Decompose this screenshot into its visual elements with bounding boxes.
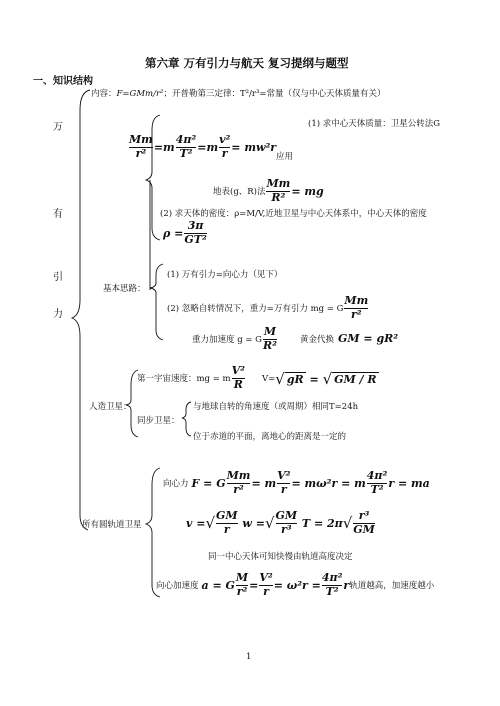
surface-method: 地表(g、R)法 $\frac{Mm}{\text{R²}}$ = mg [213,177,324,204]
mass-label: (1) 求中心天体质量：卫星公转法G [308,119,441,129]
acc-label: 向心加速度 [156,581,199,592]
mass-formula: $\frac{Mm}{\text{r²}}$ = m $\frac{\text{4π²}}{\text{T²}}$ = m $\frac{\text{v²}}{r}$ = mw²r [129,133,277,160]
geo-label: 同步卫星： [137,416,180,426]
first-speed-value: V= √ gR = √ GM / R [262,370,377,388]
golden-label: 黄金代换 [300,334,335,345]
side-char: 万 [53,122,63,133]
basic-point-2: (2) 忽略自转情况下，重力=万有引力 mg = G $\frac{Mm}{\text{r²}}$ [167,294,369,321]
satellite-label: 人造卫星： [89,402,132,412]
apply-label: 应用 [276,152,294,162]
gravity-acceleration-text: 重力加速度 g = G [192,335,262,346]
page-number: 1 [246,652,252,662]
content-line [91,87,385,99]
v-eq: V= [262,374,276,384]
basic-idea-label: 基本思路： [103,284,146,294]
basic-point-2-text: (2) 忽略自转情况下，重力=万有引力 mg = G [167,304,344,315]
side-char: 力 [53,309,63,320]
density-formula: ρ = $\frac{3\pi}{\text{GT²}}$ [163,219,207,246]
first-speed-text: 第一宇宙速度：mg = m [137,374,231,385]
geo-point-1: 与地球自转的角速度（或周期）相同T=24h [193,402,359,412]
orbit-relations: v = √ $\frac{GM}{r}$ w = √ $\frac{GM}{\text{r³}}$ T = 2π √ $\frac{\text{r³}}{GM}$ [186,509,375,536]
geo-point-2: 位于赤道的平面，离地心的距离是一定的 [193,432,347,442]
gravity-formula: F=GMm/r² [116,89,164,99]
first-cosmic-speed: 第一宇宙速度：mg = m $\frac{\text{V²}}{R}$ [137,364,245,391]
gravity-acceleration: 重力加速度 g = G $\frac{M}{\text{R²}}$ [192,325,277,352]
density-label: (2) 求天体的密度：ρ=M/V,近地卫星与中心天体系中，中心天体的密度 [160,209,427,219]
centripetal-force: 向心力 F = G $\frac{Mm}{\text{r²}}$ = m $\frac{\text{V²}}{r}$ = mω²r = m $\frac{\text{4π²}}{\text{T²}}$ r = ma [163,469,430,496]
basic-point-1: (1) 万有引力=向心力（见下） [167,270,283,280]
kepler-law: ；开普勒第三定律：T²/r³=常量（仅与中心天体质量有关） [163,89,386,99]
surface-label: 地表(g、R)法 [213,187,266,198]
orbit-label: 所有圆轨道卫星 [82,520,142,530]
content-prefix: 内容： [91,89,117,99]
section-heading: 一、知识结构 [33,76,93,87]
page-title: 第六章 万有引力与航天 复习提纲与题型 [145,56,349,70]
side-char: 有 [53,209,63,220]
same-center-note: 同一中心天体可知快慢由轨道高度决定 [208,552,353,562]
golden-substitution: 黄金代换 GM = gR² [300,332,399,345]
side-char: 引 [53,272,63,283]
centripetal-acceleration: 向心加速度 a = G $\frac{M}{\text{r²}}$ = $\frac{\text{V²}}{r}$ = ω²r = $\frac{\text{4π²}}{\text{T²}}$ r 轨道越高，加速度越小 [156,571,435,598]
centripetal-label: 向心力 [163,479,189,490]
acc-tail: 轨道越高，加速度越小 [349,581,435,592]
